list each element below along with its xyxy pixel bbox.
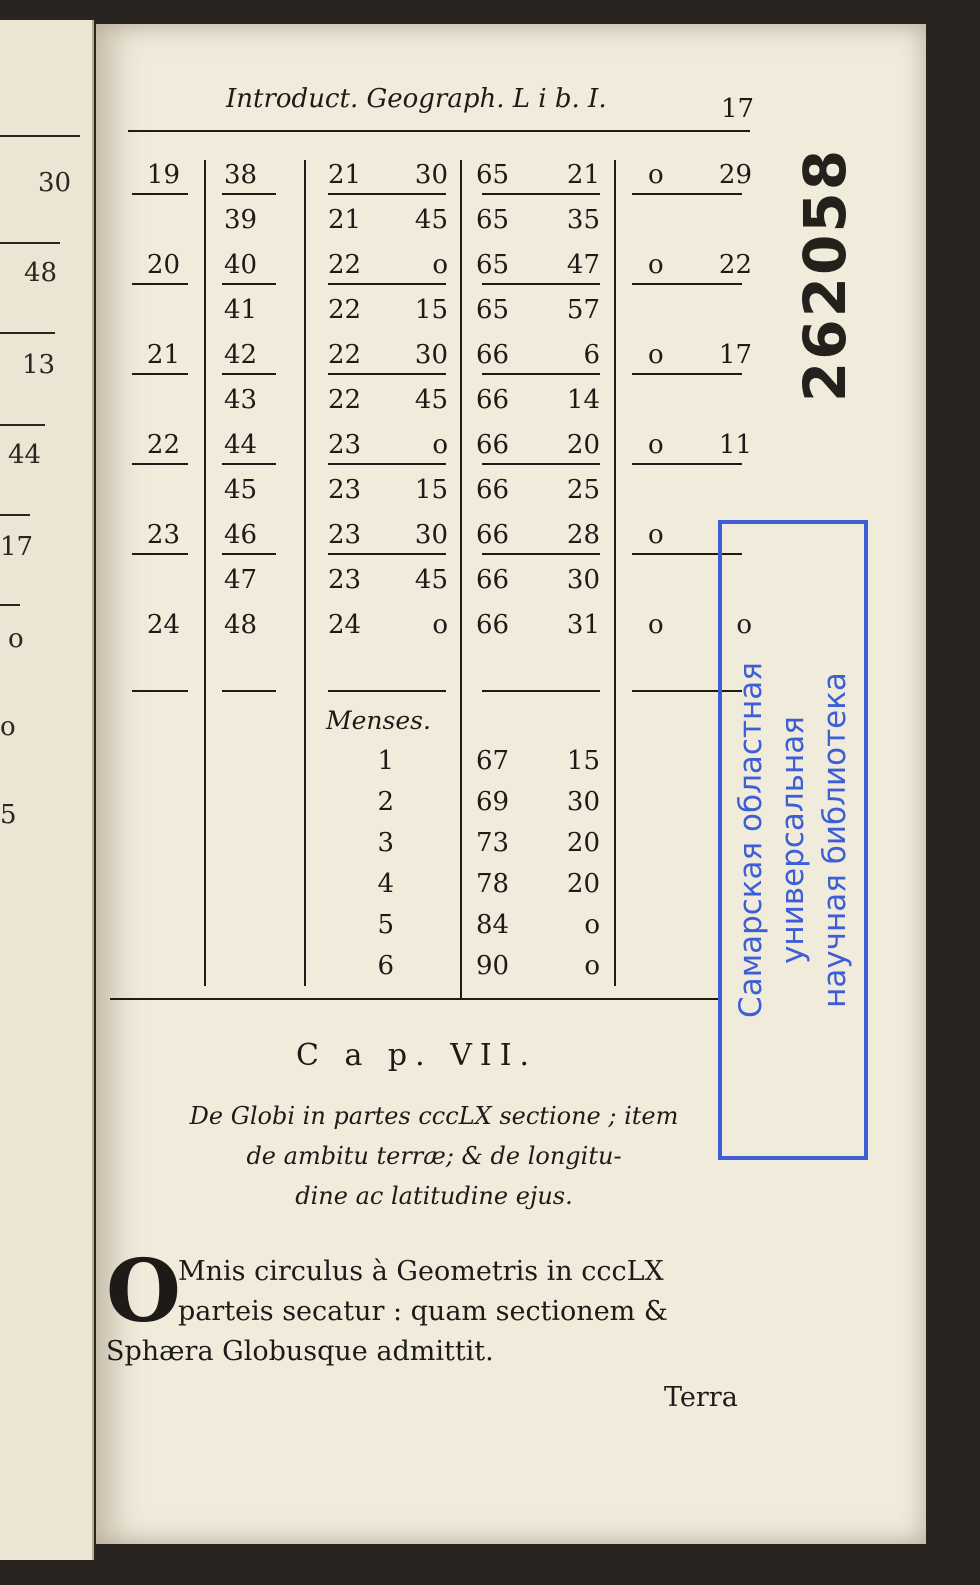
- table-cell: 20: [566, 430, 600, 460]
- menses-cell: o: [584, 910, 600, 940]
- table-cell: 6: [583, 340, 600, 370]
- left-page-number: 30: [38, 168, 72, 198]
- table-cell: 29: [718, 160, 752, 190]
- table-divider: [222, 283, 276, 285]
- table-cell: 14: [566, 385, 600, 415]
- menses-cell: 1: [377, 746, 394, 776]
- table-divider: [482, 463, 600, 465]
- table-cell: 66: [476, 520, 510, 550]
- table-cell: 65: [476, 160, 510, 190]
- table-cell: 65: [476, 295, 510, 325]
- table-cell: 44: [224, 430, 258, 460]
- stamp-line: универсальная: [775, 716, 811, 964]
- table-cell: o: [648, 250, 664, 280]
- table-bottom-rule: [110, 998, 722, 1000]
- accession-number: [785, 105, 865, 445]
- running-title: Introduct. Geograph. L i b. I.: [226, 84, 607, 114]
- table-cell: 65: [476, 250, 510, 280]
- table-column-rule: [614, 160, 616, 986]
- table-cell: 21: [328, 205, 362, 235]
- table-divider: [632, 193, 742, 195]
- body-paragraph: [178, 1252, 758, 1332]
- table-divider: [328, 193, 446, 195]
- table-cell: 23: [146, 520, 180, 550]
- table-divider: [132, 463, 188, 465]
- table-cell: 66: [476, 385, 510, 415]
- table-divider: [482, 283, 600, 285]
- table-cell: 21: [146, 340, 180, 370]
- menses-cell: 4: [377, 869, 394, 899]
- table-cell: 30: [414, 520, 448, 550]
- menses-cell: 90: [476, 951, 510, 981]
- table-divider: [328, 283, 446, 285]
- table-cell: o: [648, 610, 664, 640]
- left-page-rule: [0, 604, 20, 606]
- table-cell: 45: [414, 385, 448, 415]
- table-cell: 65: [476, 205, 510, 235]
- table-cell: 21: [566, 160, 600, 190]
- table-cell: 20: [146, 250, 180, 280]
- table-divider: [222, 463, 276, 465]
- table-column-rule: [304, 160, 306, 986]
- table-divider: [328, 690, 446, 692]
- table-cell: 23: [328, 430, 362, 460]
- drop-capital: O: [106, 1241, 181, 1342]
- table-column-rule: [460, 160, 462, 1000]
- table-cell: 42: [224, 340, 258, 370]
- table-cell: 22: [328, 250, 362, 280]
- table-cell: o: [432, 610, 448, 640]
- table-cell: 47: [566, 250, 600, 280]
- chapter-subtitle: [144, 1096, 724, 1216]
- left-page-rule: [0, 242, 60, 244]
- body-line: Sphæra Globusque admittit.: [106, 1336, 494, 1367]
- left-page-rule: [0, 514, 30, 516]
- table-cell: 66: [476, 340, 510, 370]
- table-cell: 46: [224, 520, 258, 550]
- table-divider: [482, 690, 600, 692]
- menses-label: Menses.: [326, 706, 431, 735]
- left-page-number: 5: [0, 800, 17, 830]
- left-page-rule: [0, 332, 55, 334]
- left-page-rule: [0, 424, 45, 426]
- table-cell: 45: [224, 475, 258, 505]
- table-divider: [328, 463, 446, 465]
- table-cell: 66: [476, 565, 510, 595]
- menses-cell: 20: [566, 828, 600, 858]
- table-cell: o: [648, 340, 664, 370]
- table-divider: [482, 373, 600, 375]
- left-page-number: 48: [24, 258, 58, 288]
- menses-cell: 73: [476, 828, 510, 858]
- body-line: Mnis circulus à Geometris in cccLX: [178, 1256, 664, 1287]
- table-cell: 57: [566, 295, 600, 325]
- menses-cell: 30: [566, 787, 600, 817]
- left-page-number: 13: [22, 350, 56, 380]
- table-cell: 24: [328, 610, 362, 640]
- menses-cell: o: [584, 951, 600, 981]
- table-cell: 47: [224, 565, 258, 595]
- table-divider: [132, 283, 188, 285]
- table-divider: [632, 373, 742, 375]
- table-cell: 25: [566, 475, 600, 505]
- table-cell: 21: [328, 160, 362, 190]
- table-cell: 22: [328, 385, 362, 415]
- left-page-rule: [0, 135, 80, 137]
- table-divider: [222, 193, 276, 195]
- chapter-heading: C a p. VII.: [296, 1038, 538, 1073]
- table-cell: 40: [224, 250, 258, 280]
- menses-cell: 67: [476, 746, 510, 776]
- table-cell: 48: [224, 610, 258, 640]
- table-cell: 45: [414, 205, 448, 235]
- library-stamp: [718, 520, 868, 1160]
- accession-number-text: 262058: [791, 147, 859, 403]
- table-cell: 15: [414, 475, 448, 505]
- table-divider: [132, 690, 188, 692]
- stamp-line: научная библиотека: [817, 672, 853, 1008]
- table-cell: o: [648, 520, 664, 550]
- table-cell: 22: [328, 340, 362, 370]
- table-cell: 23: [328, 475, 362, 505]
- stamp-line: Самарская областная: [733, 662, 769, 1018]
- table-cell: 22: [328, 295, 362, 325]
- menses-cell: 15: [566, 746, 600, 776]
- table-cell: 22: [146, 430, 180, 460]
- page-number: 17: [721, 94, 755, 124]
- table-cell: 23: [328, 565, 362, 595]
- table-cell: 15: [414, 295, 448, 325]
- table-cell: 17: [718, 340, 752, 370]
- table-cell: o: [432, 250, 448, 280]
- left-page-number: 44: [8, 440, 42, 470]
- table-cell: 39: [224, 205, 258, 235]
- table-divider: [132, 553, 188, 555]
- body-line: parteis secatur : quam sectionem &: [178, 1296, 668, 1327]
- table-divider: [632, 283, 742, 285]
- left-page-number: o: [8, 624, 24, 654]
- table-cell: o: [432, 430, 448, 460]
- table-cell: 66: [476, 475, 510, 505]
- table-cell: 38: [224, 160, 258, 190]
- table-cell: o: [736, 610, 752, 640]
- menses-cell: 2: [377, 787, 394, 817]
- table-divider: [328, 373, 446, 375]
- table-cell: 30: [566, 565, 600, 595]
- table-divider: [222, 553, 276, 555]
- table-divider: [632, 463, 742, 465]
- menses-cell: 3: [377, 828, 394, 858]
- table-divider: [222, 373, 276, 375]
- table-divider: [482, 193, 600, 195]
- catchword: Terra: [664, 1382, 738, 1413]
- table-cell: 22: [718, 250, 752, 280]
- left-facing-page: [0, 20, 94, 1560]
- chapter-subtitle-line: dine ac latitudine ejus.: [295, 1182, 573, 1210]
- table-divider: [328, 553, 446, 555]
- table-cell: 28: [566, 520, 600, 550]
- menses-cell: 5: [377, 910, 394, 940]
- menses-cell: 84: [476, 910, 510, 940]
- library-stamp-text: [730, 662, 856, 1018]
- table-cell: 66: [476, 430, 510, 460]
- table-cell: 41: [224, 295, 258, 325]
- menses-cell: 78: [476, 869, 510, 899]
- table-divider: [482, 553, 600, 555]
- chapter-subtitle-line: de ambitu terræ; & de longitu-: [246, 1142, 622, 1170]
- menses-cell: 69: [476, 787, 510, 817]
- table-cell: o: [648, 430, 664, 460]
- left-page-number: 17: [0, 532, 34, 562]
- table-cell: 43: [224, 385, 258, 415]
- table-divider: [132, 193, 188, 195]
- table-cell: 30: [414, 340, 448, 370]
- chapter-subtitle-line: De Globi in partes cccLX sectione ; item: [189, 1102, 679, 1130]
- table-cell: 23: [328, 520, 362, 550]
- menses-cell: 6: [377, 951, 394, 981]
- menses-cell: 20: [566, 869, 600, 899]
- table-cell: 45: [414, 565, 448, 595]
- table-divider: [222, 690, 276, 692]
- table-column-rule: [204, 160, 206, 986]
- table-cell: o: [648, 160, 664, 190]
- table-cell: 66: [476, 610, 510, 640]
- table-cell: 24: [146, 610, 180, 640]
- table-divider: [132, 373, 188, 375]
- table-cell: 31: [566, 610, 600, 640]
- table-cell: 11: [718, 430, 752, 460]
- table-cell: 19: [146, 160, 180, 190]
- table-cell: 35: [566, 205, 600, 235]
- header-rule: [128, 130, 750, 132]
- left-page-number: o: [0, 712, 16, 742]
- table-cell: 30: [414, 160, 448, 190]
